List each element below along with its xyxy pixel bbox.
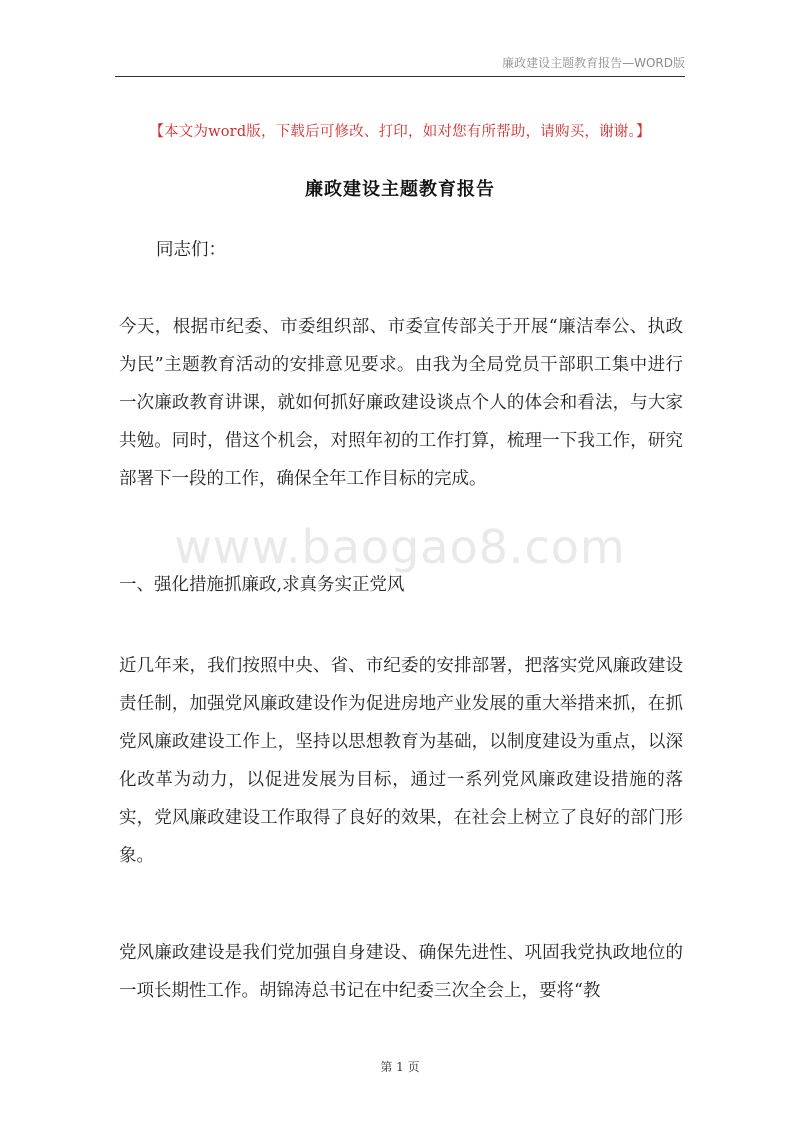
paragraph-intro: 今天，根据市纪委、市委组织部、市委宣传部关于开展“廉洁奉公、执政为民”主题教育活动的安排意见要求。由我为全局党员干部职工集中进行一次廉政教育讲课，就如何抓好廉政建设谈点个人的体会和看法，与大家共勉。同时，借这个机会，对照年初的工作打算，梳理一下我工作，研究部署下一段的工作，确保全年工作目标的完成。: [119, 317, 683, 489]
section-heading: 一、强化措施抓廉政,求真务实正党风: [119, 575, 405, 595]
purchase-notice: 【本文为word版，下载后可修改、打印，如对您有所帮助，请购买，谢谢。】: [149, 124, 651, 140]
page-number: 第 1 页: [380, 1060, 420, 1074]
running-title: 廉政建设主题教育报告—WORD版: [502, 56, 685, 70]
paragraph-progress: 近几年来，我们按照中央、省、市纪委的安排部署，把落实党风廉政建设责任制，加强党风廉政建设作为促进房地产业发展的重大举措来抓，在抓党风廉政建设工作上，坚持以思想教育为基础，以制度建设为重点，以深化改革为动力，以促进发展为目标，通过一系列党风廉政建设措施的落实，党风廉政建设工作取得了良好的效果，在社会上树立了良好的部门形象。: [119, 656, 683, 866]
watermark: www.baogao8.com: [174, 520, 626, 574]
page-header: [115, 52, 685, 77]
paragraph-importance: 党风廉政建设是我们党加强自身建设、确保先进性、巩固我党执政地位的一项长期性工作。胡锦涛总书记在中纪委三次全会上，要将“教: [119, 943, 683, 1001]
document-title: 廉政建设主题教育报告: [305, 179, 495, 200]
greeting: 同志们：: [156, 240, 226, 260]
